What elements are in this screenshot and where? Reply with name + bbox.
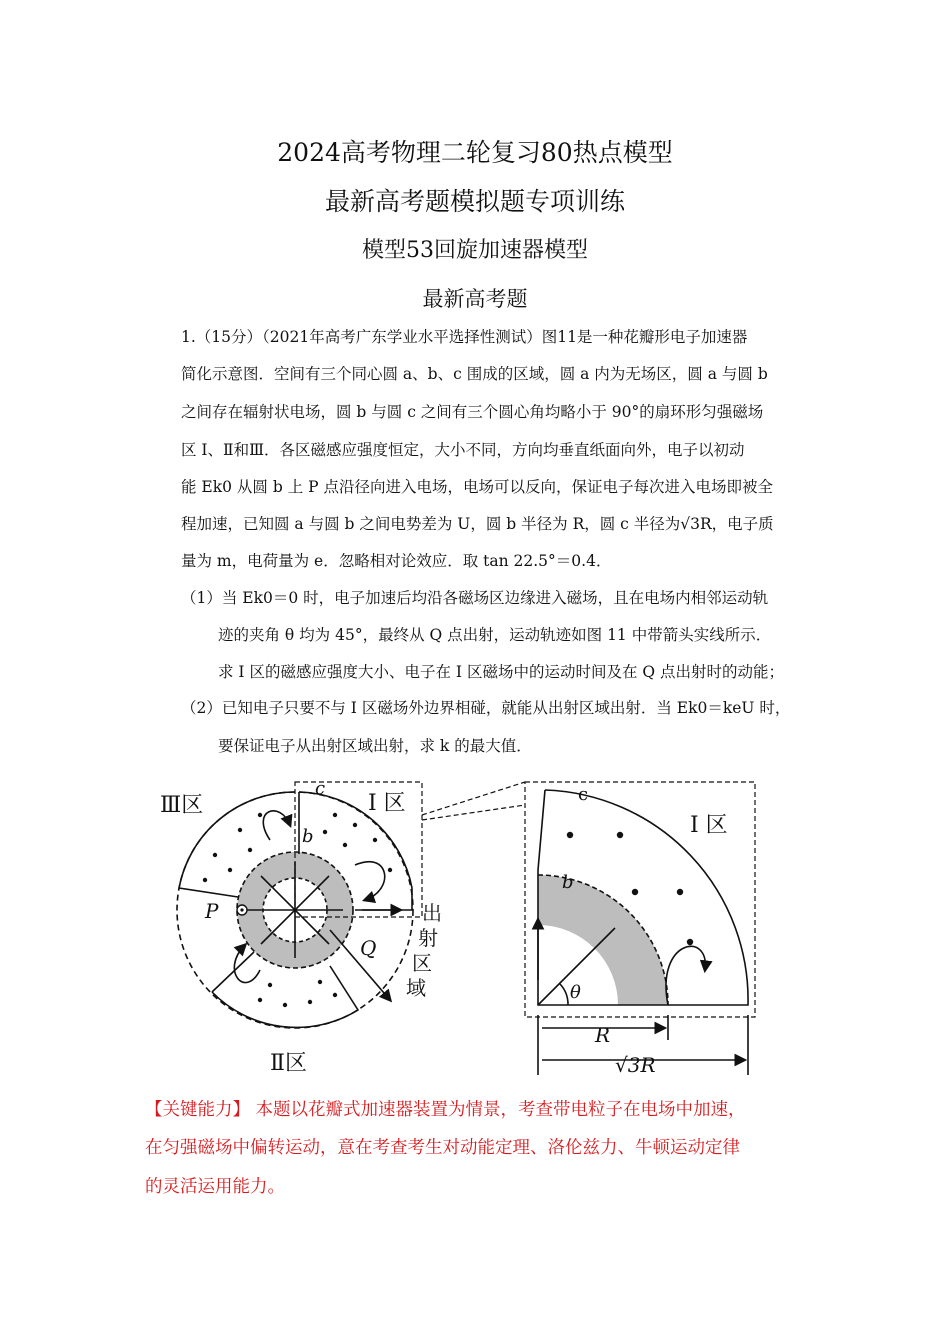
problem-line-5: 能 Ek0 从圆 b 上 P 点沿径向进入电场，电场可以反向，保证电子每次进入电场即被全 (181, 478, 773, 496)
key-ability-line-2: 在匀强磁场中偏转运动，意在考查考生对动能定理、洛伦兹力、牛顿运动定律 (145, 1138, 740, 1158)
connector-line-2 (422, 805, 525, 820)
label-c: c (315, 778, 326, 799)
label-q: Q (360, 936, 377, 960)
problem-line-3: 之间存在辐射状电场，圆 b 与圆 c 之间有三个圆心角均略小于 90°的扇环形匀强磁场 (181, 403, 764, 421)
key-ability-line-1: 【关键能力】 本题以花瓣式加速器装置为情景，考查带电粒子在电场中加速， (145, 1100, 746, 1120)
exit-char-1: 出 (422, 901, 442, 925)
connector-line-1 (422, 782, 525, 815)
question-1-line-2: 迹的夹角 θ 均为 45°，最终从 Q 点出射，运动轨迹如图 11 中带箭头实线所示． (218, 626, 772, 644)
problem-line-2: 简化示意图．空间有三个同心圆 a、b、c 围成的区域，圆 a 内为无场区，圆 a 与圆 b (181, 365, 768, 383)
dimension-r: R (595, 1023, 611, 1047)
exit-char-4: 域 (406, 976, 426, 1000)
doc-title: 2024高考物理二轮复习80热点模型 (277, 138, 673, 167)
label-b: b (302, 826, 314, 847)
dimension-sqrt3r: √3R (615, 1053, 656, 1077)
question-2-line-1: （2）已知电子只要不与 I 区磁场外边界相碰，就能从出射区域出射．当 Ek0＝keU 时， (181, 699, 791, 717)
section-heading: 最新高考题 (422, 287, 528, 311)
question-1-line-3: 求 I 区的磁感应强度大小、电子在 I 区磁场中的运动时间及在 Q 点出射时的动能； (218, 663, 785, 681)
zone1-detail-label: I 区 (690, 813, 728, 838)
detail-label-c: c (578, 784, 589, 805)
theta-label: θ (570, 982, 581, 1003)
question-1-line-1: （1）当 Ek0＝0 时，电子加速后均沿各磁场区边缘进入磁场，且在电场内相邻运动轨 (181, 589, 769, 607)
zone1-label: I 区 (368, 791, 406, 816)
zone3-label: Ⅲ区 (160, 793, 204, 818)
problem-line-1: 1.（15分）（2021年高考广东学业水平选择性测试）图11是一种花瓣形电子加速器 (181, 328, 748, 346)
exit-char-3: 区 (412, 951, 432, 975)
exit-char-2: 射 (418, 926, 438, 950)
accelerator-figure (150, 770, 770, 1082)
point-p-dot (240, 908, 243, 911)
problem-line-7: 量为 m，电荷量为 e．忽略相对论效应．取 tan 22.5°＝0.4． (181, 552, 612, 570)
doc-subtitle: 最新高考题模拟题专项训练 (324, 187, 625, 216)
key-ability-line-3: 的灵活运用能力。 (145, 1177, 285, 1197)
detail-label-b: b (562, 872, 574, 893)
zone2-label: Ⅱ区 (270, 1051, 307, 1076)
label-p: P (205, 899, 219, 923)
problem-line-6: 程加速，已知圆 a 与圆 b 之间电势差为 U，圆 b 半径为 R，圆 c 半径为√3R，电子质 (181, 515, 774, 533)
model-title: 模型53回旋加速器模型 (362, 238, 588, 263)
question-2-line-2: 要保证电子从出射区域出射，求 k 的最大值． (218, 737, 532, 755)
problem-line-4: 区 I、Ⅱ和Ⅲ．各区磁感应强度恒定，大小不同，方向均垂直纸面向外，电子以初动 (181, 441, 745, 459)
